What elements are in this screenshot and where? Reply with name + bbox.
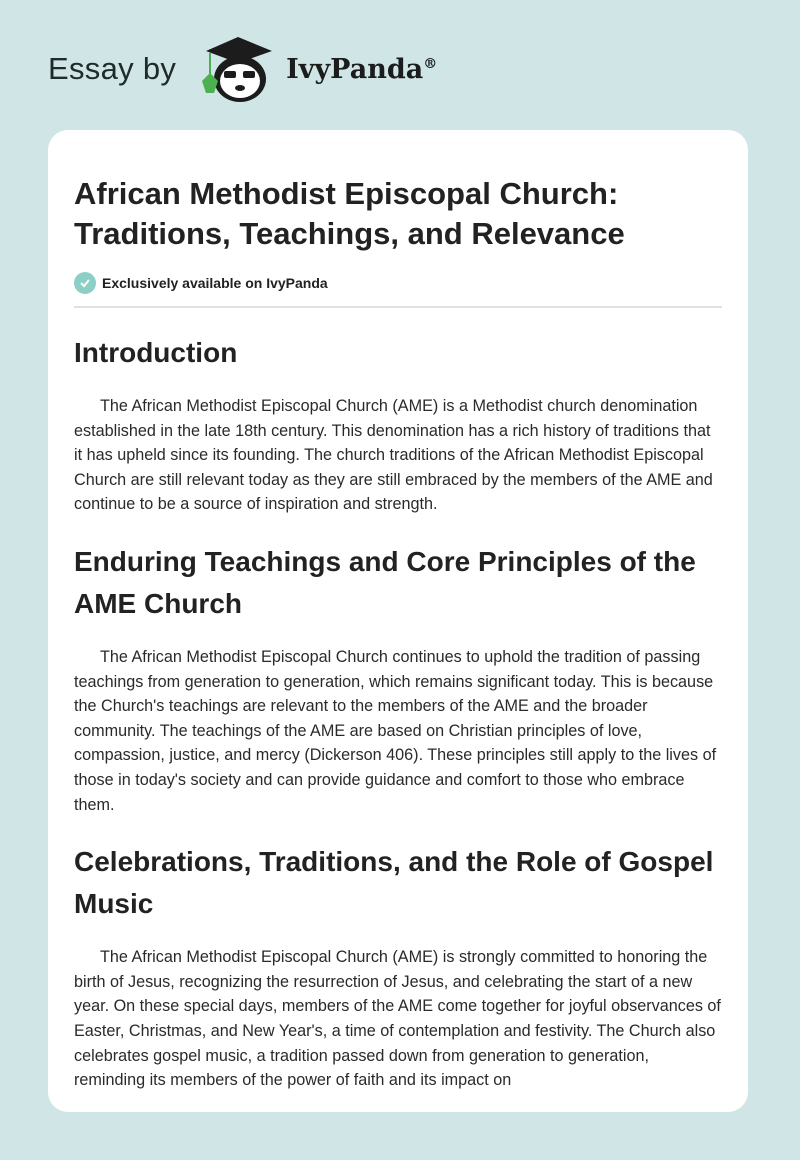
badge-text: Exclusively available on IvyPanda xyxy=(102,275,328,291)
panda-logo-icon[interactable] xyxy=(196,33,280,105)
section-heading: Introduction xyxy=(74,337,238,368)
site-header xyxy=(48,34,437,104)
check-circle-icon xyxy=(74,272,96,294)
section-paragraph: The African Methodist Episcopal Church (AME) is a Methodist church denomination established in the late 18th century. This denomination has a rich history of traditions that it has upheld since its founding. The church traditions of the African Methodist Episcopal Church are still relevant today as they are still embraced by the members of the AME and continue to be a source of inspiration and strength. xyxy=(74,397,713,514)
section-heading: Enduring Teachings and Core Principles of the AME Church xyxy=(74,545,696,619)
essay-by-label: Essay by xyxy=(48,51,177,86)
section-paragraph: The African Methodist Episcopal Church (AME) is strongly committed to honoring the birth of Jesus, recognizing the resurrection of Jesus, and celebrating the start of a new year. On these special days, members of the AME come together for joyful observances of Easter, Christmas, and New Year's, a time of contemplation and festivity. The Church also celebrates gospel music, a tradition passed down from generation to generation, reminding its members of the power of faith and its impact on xyxy=(74,948,721,1090)
exclusive-badge xyxy=(74,272,722,294)
brand-name[interactable] xyxy=(286,54,437,85)
registered-mark: ® xyxy=(423,55,438,72)
essay-title: African Methodist Episcopal Church: Traditions, Teachings, and Relevance xyxy=(74,176,625,251)
divider xyxy=(74,306,722,308)
essay-card xyxy=(48,130,748,1112)
section-heading: Celebrations, Traditions, and the Role of Gospel Music xyxy=(74,846,714,920)
brand-text[interactable]: IvyPanda xyxy=(286,53,424,85)
section-paragraph: The African Methodist Episcopal Church continues to uphold the tradition of passing teachings from generation to generation, which remains significant today. This is because the Church's teachings are relevant to the members of the AME and the broader community. The teachings of the AME are based on Christian principles of love, compassion, justice, and mercy (Dickerson 406). These principles still apply to the lives of those in today's society and can provide guidance and comfort to those who embrace them. xyxy=(74,647,717,814)
